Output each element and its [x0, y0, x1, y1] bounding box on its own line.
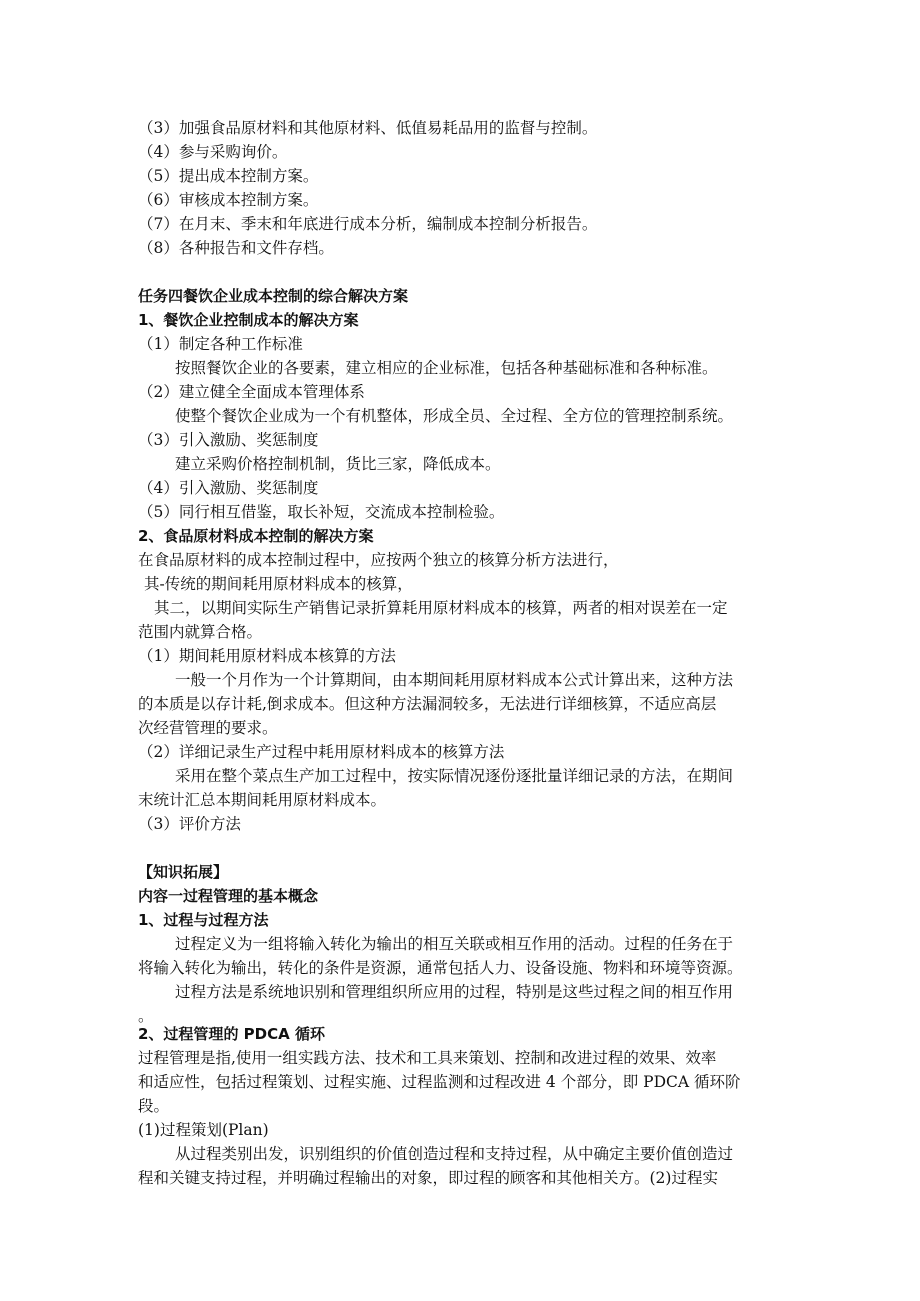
paragraph-line: 在食品原材料的成本控制过程中，应按两个独立的核算分析方法进行，: [138, 551, 619, 569]
paragraph-line: 过程方法是系统地识别和管理组织所应用的过程，特别是这些过程之间的相互作用: [175, 983, 734, 1001]
list-item: （6）审核成本控制方案。: [138, 191, 319, 209]
paragraph-line: 范围内就算合格。: [138, 623, 263, 641]
paragraph-line: 末统计汇总本期间耗用原材料成本。: [138, 791, 387, 809]
paragraph-line: 将输入转化为输出，转化的条件是资源，通常包括人力、设备设施、物料和环境等资源。: [138, 959, 743, 977]
subsection-heading: 1、过程与过程方法: [138, 911, 269, 929]
paragraph-line: 和适应性，包括过程策划、过程实施、过程监测和过程改进 4 个部分，即 PDCA 循环阶: [138, 1073, 741, 1091]
list-item: （1）制定各种工作标准: [138, 335, 303, 353]
list-item: （5）提出成本控制方案。: [138, 167, 319, 185]
paragraph-line: 建立采购价格控制机制，货比三家，降低成本。: [175, 455, 501, 473]
list-item: （2）建立健全全面成本管理体系: [138, 383, 365, 401]
list-item: （5）同行相互借鉴，取长补短，交流成本控制检验。: [138, 503, 505, 521]
paragraph-line: 按照餐饮企业的各要素，建立相应的企业标准，包括各种基础标准和各种标准。: [175, 359, 718, 377]
paragraph-line: 段。: [138, 1097, 170, 1115]
list-item: （3）引入激励、奖惩制度: [138, 431, 319, 449]
subsection-heading: 1、餐饮企业控制成本的解决方案: [138, 311, 359, 329]
paragraph-line: 从过程类别出发，识别组织的价值创造过程和支持过程，从中确定主要价值创造过: [175, 1145, 734, 1163]
paragraph-line: 一般一个月作为一个计算期间，由本期间耗用原材料成本公式计算出来，这种方法: [175, 671, 734, 689]
list-item: （4）引入激励、奖惩制度: [138, 479, 319, 497]
paragraph-line: 的本质是以存计耗,倒求成本。但这种方法漏洞较多，无法进行详细核算，不适应高层: [138, 695, 717, 713]
subsection-heading: 2、过程管理的 PDCA 循环: [138, 1025, 325, 1043]
paragraph-line: 使整个餐饮企业成为一个有机整体，形成全员、全过程、全方位的管理控制系统。: [175, 407, 734, 425]
paragraph-line: 程和关键支持过程，并明确过程输出的对象，即过程的顾客和其他相关方。(2)过程实: [138, 1169, 718, 1187]
section-heading: 内容一过程管理的基本概念: [138, 887, 319, 905]
list-item: （8）各种报告和文件存档。: [138, 239, 334, 257]
subsection-heading: 2、食品原材料成本控制的解决方案: [138, 527, 374, 545]
paragraph-line: 次经营管理的要求。: [138, 719, 278, 737]
paragraph-line: 过程管理是指,使用一组实践方法、技术和工具来策划、控制和改进过程的效果、效率: [138, 1049, 717, 1067]
list-item: （2）详细记录生产过程中耗用原材料成本的核算方法: [138, 743, 505, 761]
section-heading: 任务四餐饮企业成本控制的综合解决方案: [138, 287, 409, 305]
paragraph-line: 采用在整个菜点生产加工过程中，按实际情况逐份逐批量详细记录的方法，在期间: [175, 767, 734, 785]
list-item: （7）在月末、季末和年底进行成本分析，编制成本控制分析报告。: [138, 215, 598, 233]
list-item: （3）加强食品原材料和其他原材料、低值易耗品用的监督与控制。: [138, 119, 598, 137]
list-item: （3）评价方法: [138, 815, 241, 833]
paragraph-line: 其-传统的期间耗用原材料成本的核算，: [144, 575, 413, 593]
paragraph-line: 其二，以期间实际生产销售记录折算耗用原材料成本的核算，两者的相对误差在一定: [154, 599, 728, 617]
list-item: （1）期间耗用原材料成本核算的方法: [138, 647, 396, 665]
paragraph-line: 过程定义为一组将输入转化为输出的相互关联或相互作用的活动。过程的任务在于: [175, 935, 734, 953]
section-heading: 【知识拓展】: [138, 863, 229, 881]
paragraph-line: 。: [138, 1007, 154, 1025]
list-item: （4）参与采购询价。: [138, 143, 288, 161]
list-item: (1)过程策划(Plan): [138, 1121, 269, 1139]
